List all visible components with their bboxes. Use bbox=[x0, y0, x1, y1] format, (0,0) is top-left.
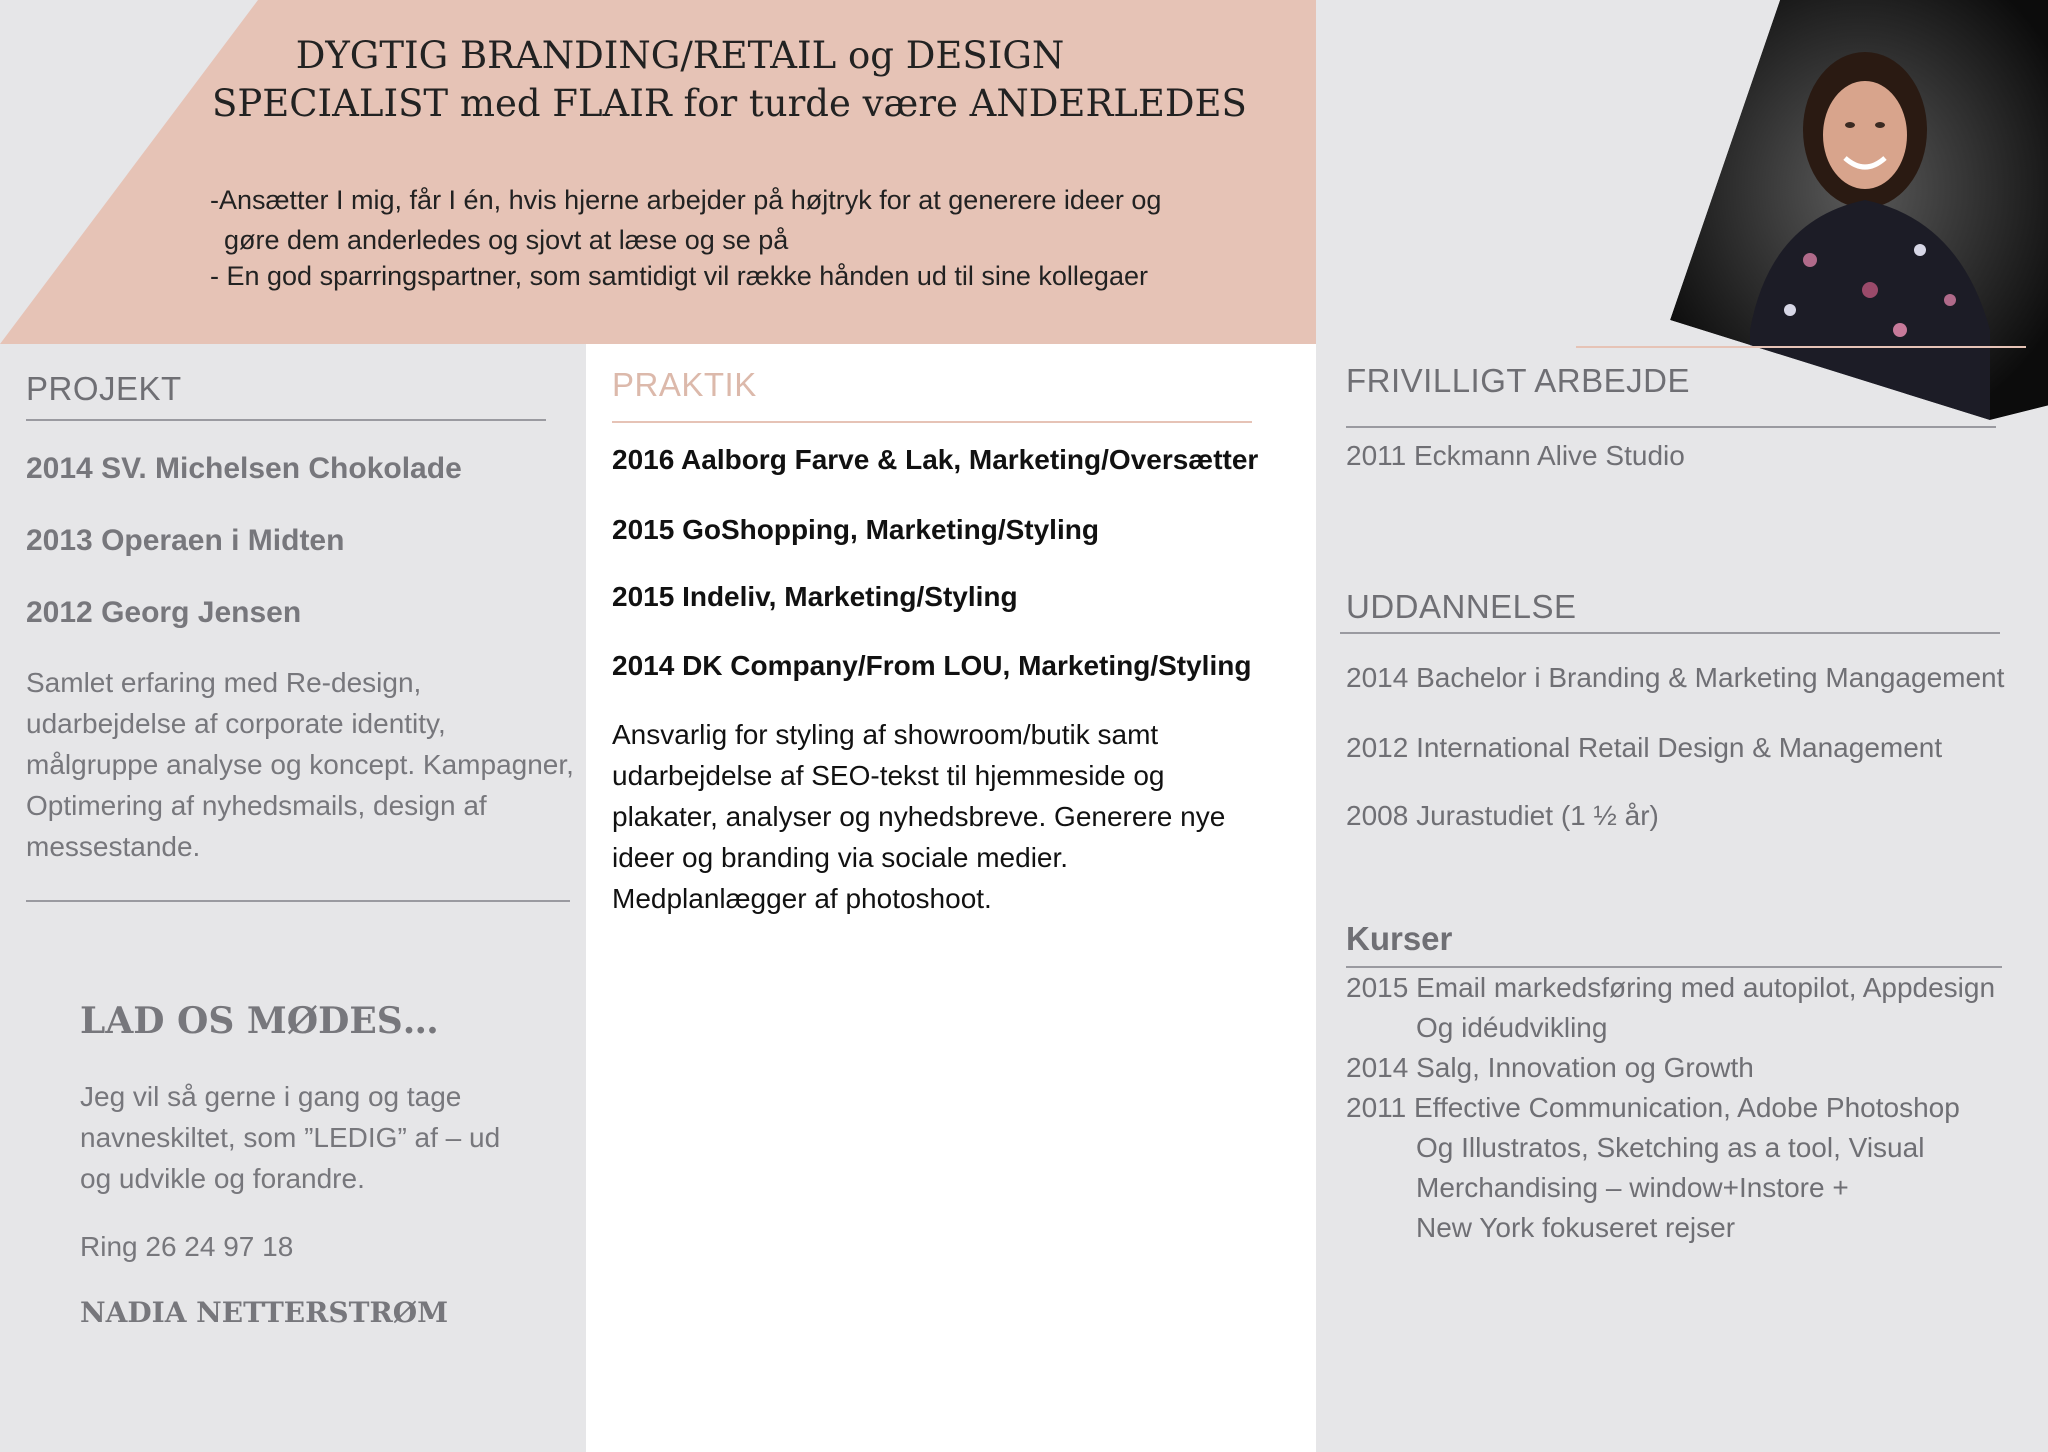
praktik-item: 2016 Aalborg Farve & Lak, Marketing/Oversætter bbox=[612, 444, 1259, 475]
headline-line-1: DYGTIG BRANDING/RETAIL og DESIGN bbox=[295, 34, 1065, 77]
contact-phone: Ring 26 24 97 18 bbox=[80, 1231, 294, 1262]
contact-line: og udvikle og forandre. bbox=[80, 1163, 365, 1194]
praktik-item: 2015 Indeliv, Marketing/Styling bbox=[612, 581, 1018, 612]
contact-name: NADIA NETTERSTRØM bbox=[80, 1296, 449, 1329]
summary-line: målgruppe analyse og koncept. Kampagner, bbox=[26, 749, 574, 780]
praktik-description bbox=[612, 714, 1225, 919]
portrait-photo bbox=[1670, 0, 2048, 420]
contact-line: Jeg vil så gerne i gang og tage bbox=[80, 1081, 462, 1112]
intro-line-2: gøre dem anderledes og sjovt at læse og se på bbox=[224, 225, 789, 255]
kurser-line: Og Illustratos, Sketching as a tool, Visual bbox=[1416, 1132, 1925, 1163]
praktik-item: 2015 GoShopping, Marketing/Styling bbox=[612, 514, 1099, 545]
uddannelse-item: 2014 Bachelor i Branding & Marketing Mangagement bbox=[1346, 662, 2005, 693]
uddannelse-item: 2012 International Retail Design & Management bbox=[1346, 732, 1943, 763]
contact-line: navneskiltet, som ”LEDIG” af – ud bbox=[80, 1122, 501, 1153]
description-line: plakater, analyser og nyhedsbreve. Generere nye bbox=[612, 801, 1226, 832]
kurser-line: 2011 Effective Communication, Adobe Photoshop bbox=[1346, 1092, 1960, 1123]
projekt-item: 2013 Operaen i Midten bbox=[26, 524, 345, 557]
frivilligt-divider bbox=[1346, 426, 1996, 428]
kurser-title: Kurser bbox=[1346, 920, 1453, 957]
projekt-title: PROJEKT bbox=[26, 370, 182, 407]
projekt-item: 2014 SV. Michelsen Chokolade bbox=[26, 452, 462, 485]
photo-accent-line bbox=[1576, 346, 2026, 348]
praktik-item: 2014 DK Company/From LOU, Marketing/Styling bbox=[612, 650, 1252, 681]
intro-text bbox=[210, 180, 1300, 296]
description-line: Ansvarlig for styling af showroom/butik samt bbox=[612, 719, 1159, 750]
frivilligt-title: FRIVILLIGT ARBEJDE bbox=[1346, 362, 1690, 399]
kurser-line: Merchandising – window+Instore + bbox=[1416, 1172, 1849, 1203]
summary-line: Optimering af nyhedsmails, design af bbox=[26, 790, 487, 821]
uddannelse-title: UDDANNELSE bbox=[1346, 588, 1577, 625]
projekt-item: 2012 Georg Jensen bbox=[26, 596, 302, 629]
description-line: udarbejdelse af SEO-tekst til hjemmeside og bbox=[612, 760, 1165, 791]
kurser-line: Og idéudvikling bbox=[1416, 1012, 1608, 1043]
uddannelse-divider bbox=[1340, 632, 2000, 634]
kurser-line: New York fokuseret rejser bbox=[1416, 1212, 1736, 1243]
photo-frame bbox=[1670, 0, 2048, 420]
kurser-list bbox=[1346, 968, 1995, 1248]
summary-line: messestande. bbox=[26, 831, 201, 862]
description-line: ideer og branding via sociale medier. bbox=[612, 842, 1069, 873]
contact-title: LAD OS MØDES… bbox=[80, 1000, 439, 1042]
description-line: Medplanlægger af photoshoot. bbox=[612, 883, 992, 914]
projekt-summary bbox=[26, 662, 586, 867]
praktik-divider bbox=[612, 421, 1252, 423]
uddannelse-item: 2008 Jurastudiet (1 ½ år) bbox=[1346, 800, 1659, 831]
intro-line-1: -Ansætter I mig, får I én, hvis hjerne arbejder på højtryk for at generere ideer og bbox=[210, 185, 1162, 215]
summary-line: Samlet erfaring med Re-design, bbox=[26, 667, 422, 698]
intro-line-3: - En god sparringspartner, som samtidigt vil række hånden ud til sine kollegaer bbox=[210, 261, 1148, 291]
kurser-line: 2014 Salg, Innovation og Growth bbox=[1346, 1052, 1754, 1083]
summary-line: udarbejdelse af corporate identity, bbox=[26, 708, 446, 739]
praktik-title: PRAKTIK bbox=[612, 366, 757, 403]
projekt-bottom-divider bbox=[26, 900, 570, 902]
headline-line-2: SPECIALIST med FLAIR for turde være ANDERLEDES bbox=[212, 82, 1247, 125]
contact-text bbox=[80, 1076, 500, 1199]
headline bbox=[0, 32, 1360, 128]
kurser-line: 2015 Email markedsføring med autopilot, Appdesign bbox=[1346, 972, 1996, 1003]
projekt-divider bbox=[26, 419, 546, 421]
frivilligt-item: 2011 Eckmann Alive Studio bbox=[1346, 440, 1685, 471]
